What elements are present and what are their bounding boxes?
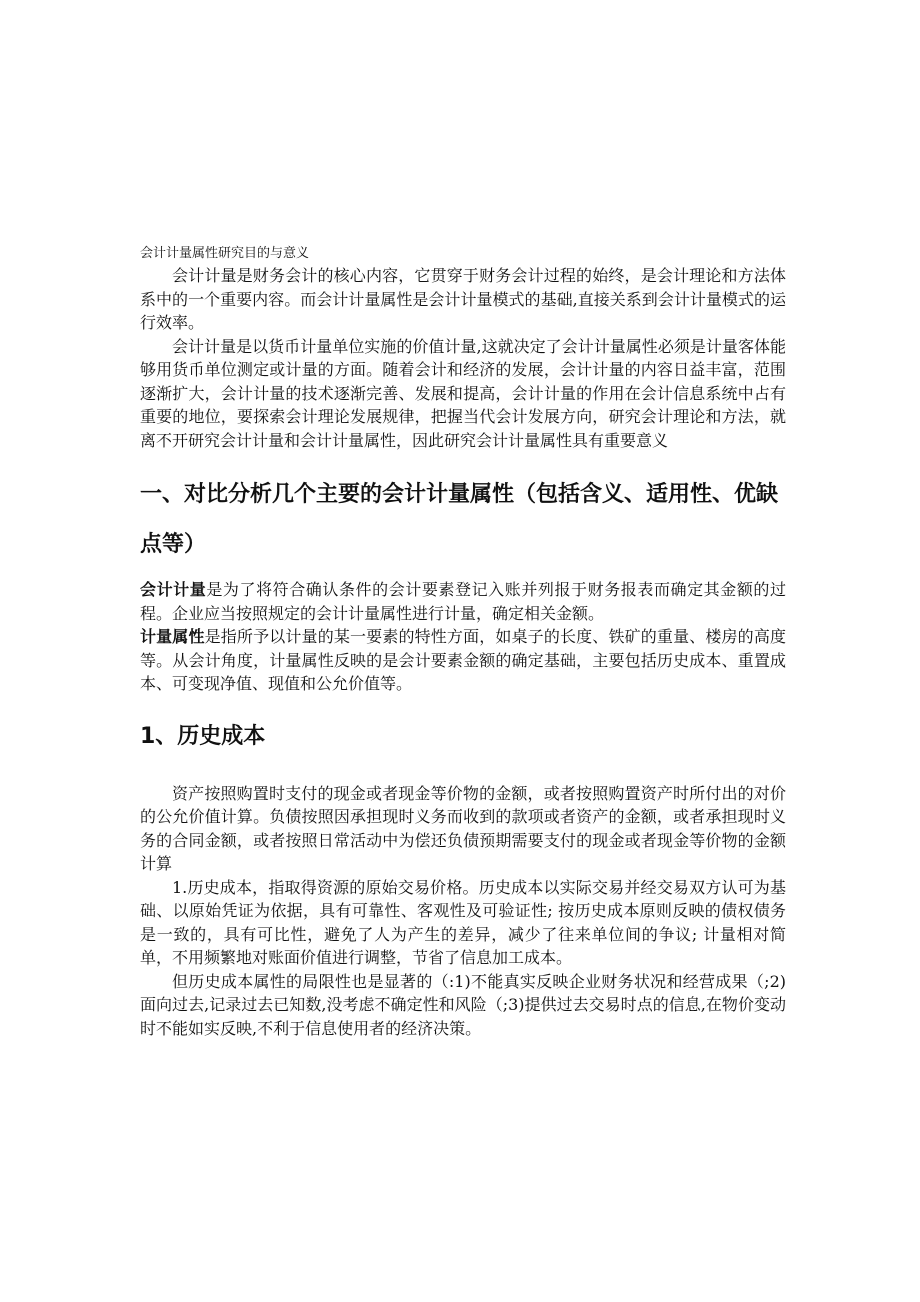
term-measurement-attribute: 计量属性 [140,627,205,646]
document-page [140,244,786,1040]
document-title: 会计计量属性研究目的与意义 [140,246,310,261]
section-heading-comparison: 一、对比分析几个主要的会计计量属性（包括含义、适用性、优缺点等） [140,482,779,557]
definition-text-measurement-attribute: 是指所予以计量的某一要素的特性方面，如桌子的长度、铁矿的重量、楼房的高度等。从会计角度，计量属性反映的是会计要素金额的确定基础，主要包括历史成本、重置成本、可变现净值、现值和公允价值等。 [140,627,786,693]
historical-cost-paragraph-2: 1.历史成本，指取得资源的原始交易价格。历史成本以实际交易并经交易双方认可为基础、以原始凭证为依据，具有可靠性、客观性及可验证性; 按历史成本原则反映的债权债务是一致的，具有可比性，避免了人为产生的差异，减少了往来单位间的争议; 计量相对简单，不用频繁地对账面价值进行调整，节省了信息加工成本。 [140,877,786,967]
historical-cost-paragraph-1: 资产按照购置时支付的现金或者现金等价物的金额，或者按照购置资产时所付出的对价的公允价值计算。负债按照因承担现时义务而收到的款项或者资产的金额，或者承担现时义务的合同金额，或者按照日常活动中为偿还负债预期需要支付的现金或者现金等价物的金额计算 [140,783,786,873]
definition-text-accounting-measurement: 是为了将符合确认条件的会计要素登记入账并列报于财务报表而确定其金额的过程。企业应当按照规定的会计计量属性进行计量，确定相关金额。 [140,580,786,623]
section-heading-historical-cost: 1、历史成本 [140,723,266,749]
intro-paragraph-2: 会计计量是以货币计量单位实施的价值计量,这就决定了会计计量属性必须是计量客体能够用货币单位测定或计量的方面。随着会计和经济的发展，会计计量的内容日益丰富，范围逐渐扩大，会计计量的技术逐渐完善、发展和提高，会计计量的作用在会计信息系统中占有重要的地位，要探索会计理论发展规律，把握当代会计发展方向，研究会计理论和方法，就离不开研究会计计量和会计计量属性，因此研究会计计量属性具有重要意义 [140,336,786,450]
definition-accounting-measurement [140,578,786,625]
historical-cost-paragraph-3: 但历史成本属性的局限性也是显著的（:1)不能真实反映企业财务状况和经营成果（;2)面向过去,记录过去已知数,没考虑不确定性和风险（;3)提供过去交易时点的信息,在物价变动时不能如实反映,不利于信息使用者的经济决策。 [140,971,786,1038]
term-accounting-measurement: 会计计量 [140,580,207,599]
intro-paragraph-1: 会计计量是财务会计的核心内容，它贯穿于财务会计过程的始终，是会计理论和方法体系中的一个重要内容。而会计计量属性是会计计量模式的基础,直接关系到会计计量模式的运行效率。 [140,266,786,332]
definition-measurement-attribute [140,625,786,696]
